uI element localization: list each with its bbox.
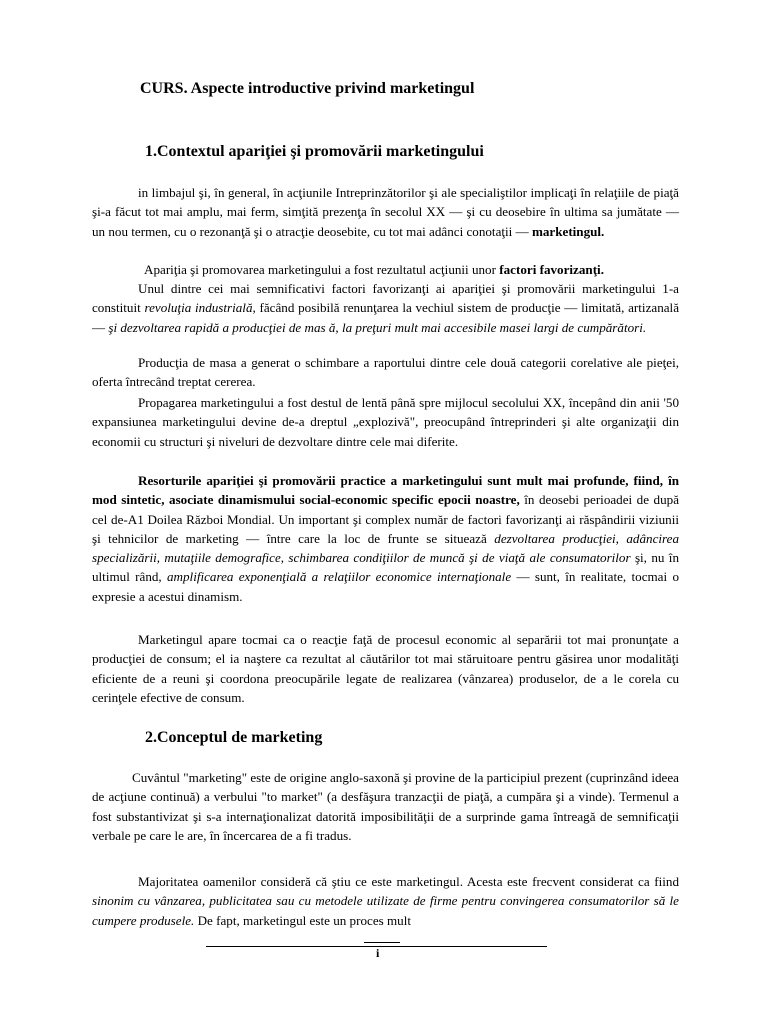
paragraph-mass-production: Producţia de masa a generat o schimbare a raportului dintre cele două categorii corelative ale pieţei, oferta întrecând treptat cererea. <box>92 355 679 390</box>
document-title: CURS. Aspecte introductive privind marketingul <box>140 80 475 97</box>
paragraph-intro: in limbajul şi, în general, în acţiunile Intreprinzătorilor şi ale specialiştilor implicaţi în relaţiile de piaţă şi-a făcut tot mai amplu, mai ferm, simţită prezenţa în secolul XX — şi cu deosebire în ultima sa jumătate — un nou termen, cu o rezonanţă şi o atracţie deosebite, cu tot mai adânci conotaţii — marketingul. <box>92 185 679 239</box>
page-number-bar <box>364 942 400 943</box>
paragraph-factors: Apariţia şi promovarea marketingului a fost rezultatul acţiunii unor factori favorizanţi. <box>144 262 604 277</box>
section-heading-concept: 2.Conceptul de marketing <box>145 729 323 746</box>
section-heading-context: 1.Contextul apariţiei şi promovării marketingului <box>145 143 484 160</box>
paragraph-word-origin: Cuvântul "marketing" este de origine anglo-saxonă şi provine de la participiul prezent (cuprinzând ideea de acţiune continuă) a verbului "to market" (a desfăşura tranzacţii de piaţă, a cumpăra şi a vinde). Termenul a fost substantivizat şi s-a internaţionalizat datorită imposibilităţii de a surprinde gama întreagă de semnificaţii verbale pe care le are, în încercarea de a fi tradus. <box>92 770 679 843</box>
paragraph-resorts: Resorturile apariţiei şi promovării practice a marketingului sunt mult mai profunde, fiind, în mod sintetic, asociate dinamismului social-economic specific epocii noastre, în deosebi perioadei de după cel de-A1 Doilea Război Mondial. Un important şi complex număr de factori favorizanţi ai răspândirii viziunii şi tehnicilor de marketing — între care la loc de frunte se situează dezvoltarea producţiei, adâncirea specializării, mutaţiile demografice, schimbarea condiţiilor de muncă şi de viaţă ale consumatorilor şi, nu în ultimul rând, amplificarea exponenţială a relaţiilor economice internaţionale — sunt, în realitate, tocmai o expresie a acestui dinamism. <box>92 473 680 604</box>
paragraph-propagation: Propagarea marketingului a fost destul de lentă până spre mijlocul secolului XX, începând din anii '50 expansiunea marketingului devine de-a dreptul „explozivă", preocupând întreprinderi şi alte organizaţii din economii cu structuri şi niveluri de dezvoltare dintre cele mai diferite. <box>92 395 679 449</box>
paragraph-reaction: Marketingul apare tocmai ca o reacţie faţă de procesul economic al separării tot mai pronunţate a producţiei de consum; el ia naştere ca rezultat al căutărilor tot mai stăruitoare pentru găsirea unor modalităţi eficiente de a reuni şi coordona preocupările legate de realizarea (vânzarea) produselor, de a le corela cu cerinţele efective de consum. <box>92 632 679 705</box>
page-number: i <box>376 946 380 960</box>
paragraph-industrial-revolution: Unul dintre cei mai semnificativi factori favorizanţi ai apariţiei şi promovării marketingului 1-a constituit revoluţia industrială, făcând posibilă renunţarea la vechiul sistem de producţie — limitată, artizanală — şi dezvoltarea rapidă a producţiei de mas ă, la preţuri mult mai accesibile masei largi de cumpărători. <box>92 281 680 335</box>
paragraph-majority: Majoritatea oamenilor consideră că ştiu ce este marketingul. Acesta este frecvent considerat ca fiind sinonim cu vânzarea, publicitatea sau cu metodele utilizate de firme pentru convingerea consumatorilor să le cumpere produsele. De fapt, marketingul este un proces mult <box>92 874 679 928</box>
